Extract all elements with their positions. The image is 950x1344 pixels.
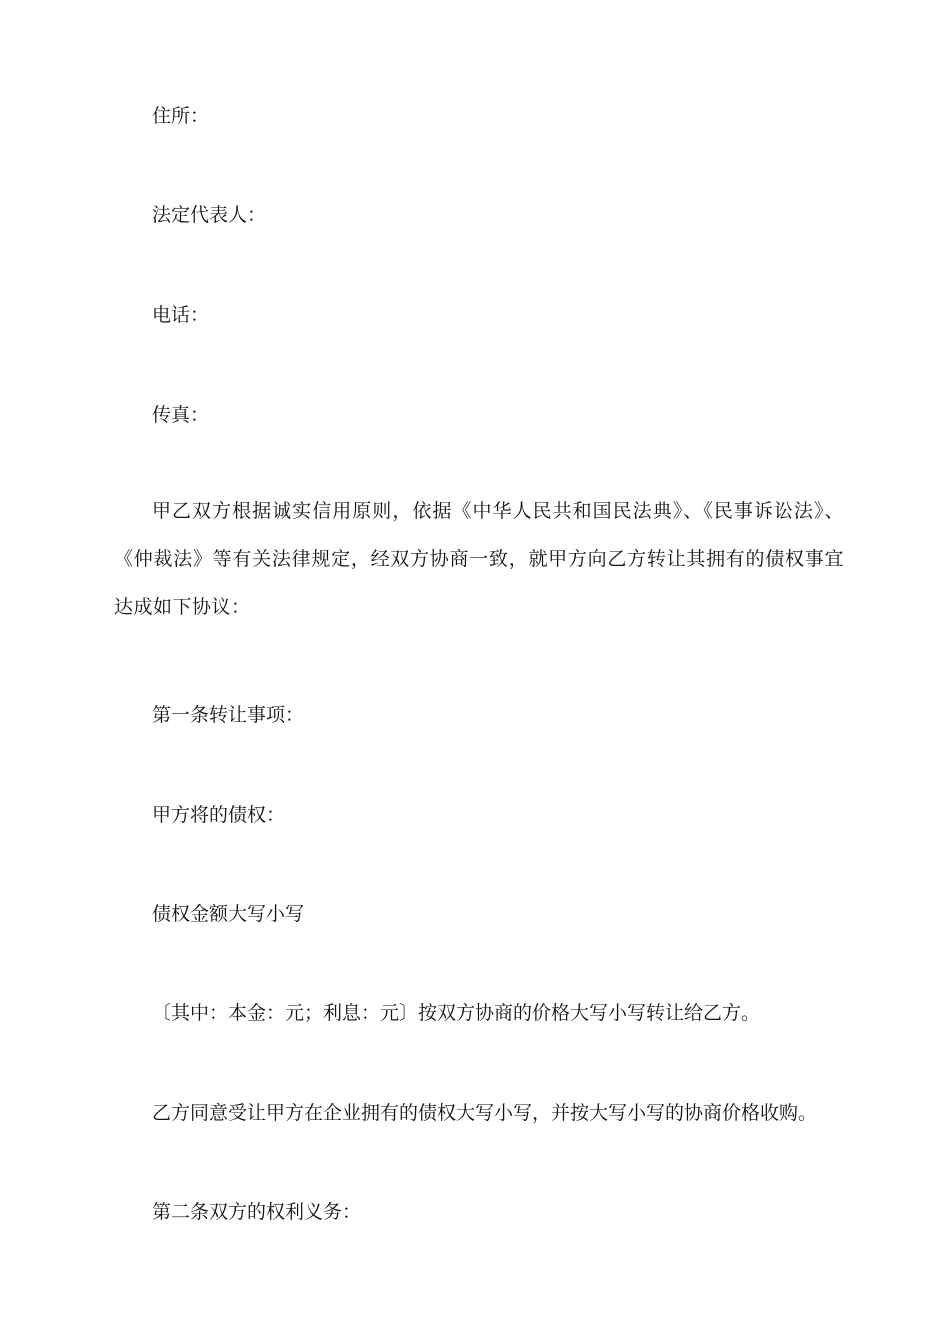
article-1-heading: 第一条转让事项：: [152, 704, 305, 726]
address-label: 住所：: [152, 105, 210, 127]
article-1-debt-line: 甲方将的债权：: [152, 804, 286, 826]
article-1-amount-line: 债权金额大写小写: [152, 903, 305, 925]
fax-label: 传真：: [152, 404, 210, 426]
preamble-paragraph: 甲乙双方根据诚实信用原则，依据《中华人民共和国民法典》、《民事诉讼法》、《仲裁法》等有关法律规定，经双方协商一致，就甲方向乙方转让其拥有的债权事宜达成如下协议：: [114, 500, 844, 618]
article-1-acceptance-line: 乙方同意受让甲方在企业拥有的债权大写小写，并按大写小写的协商价格收购。: [152, 1102, 818, 1124]
article-2-heading: 第二条双方的权利义务：: [152, 1201, 362, 1223]
article-1-principal-interest-line: 〔其中：本金：元；利息：元〕按双方协商的价格大写小写转让给乙方。: [152, 1002, 761, 1024]
legal-representative-label: 法定代表人：: [152, 204, 267, 226]
phone-label: 电话：: [152, 304, 210, 326]
